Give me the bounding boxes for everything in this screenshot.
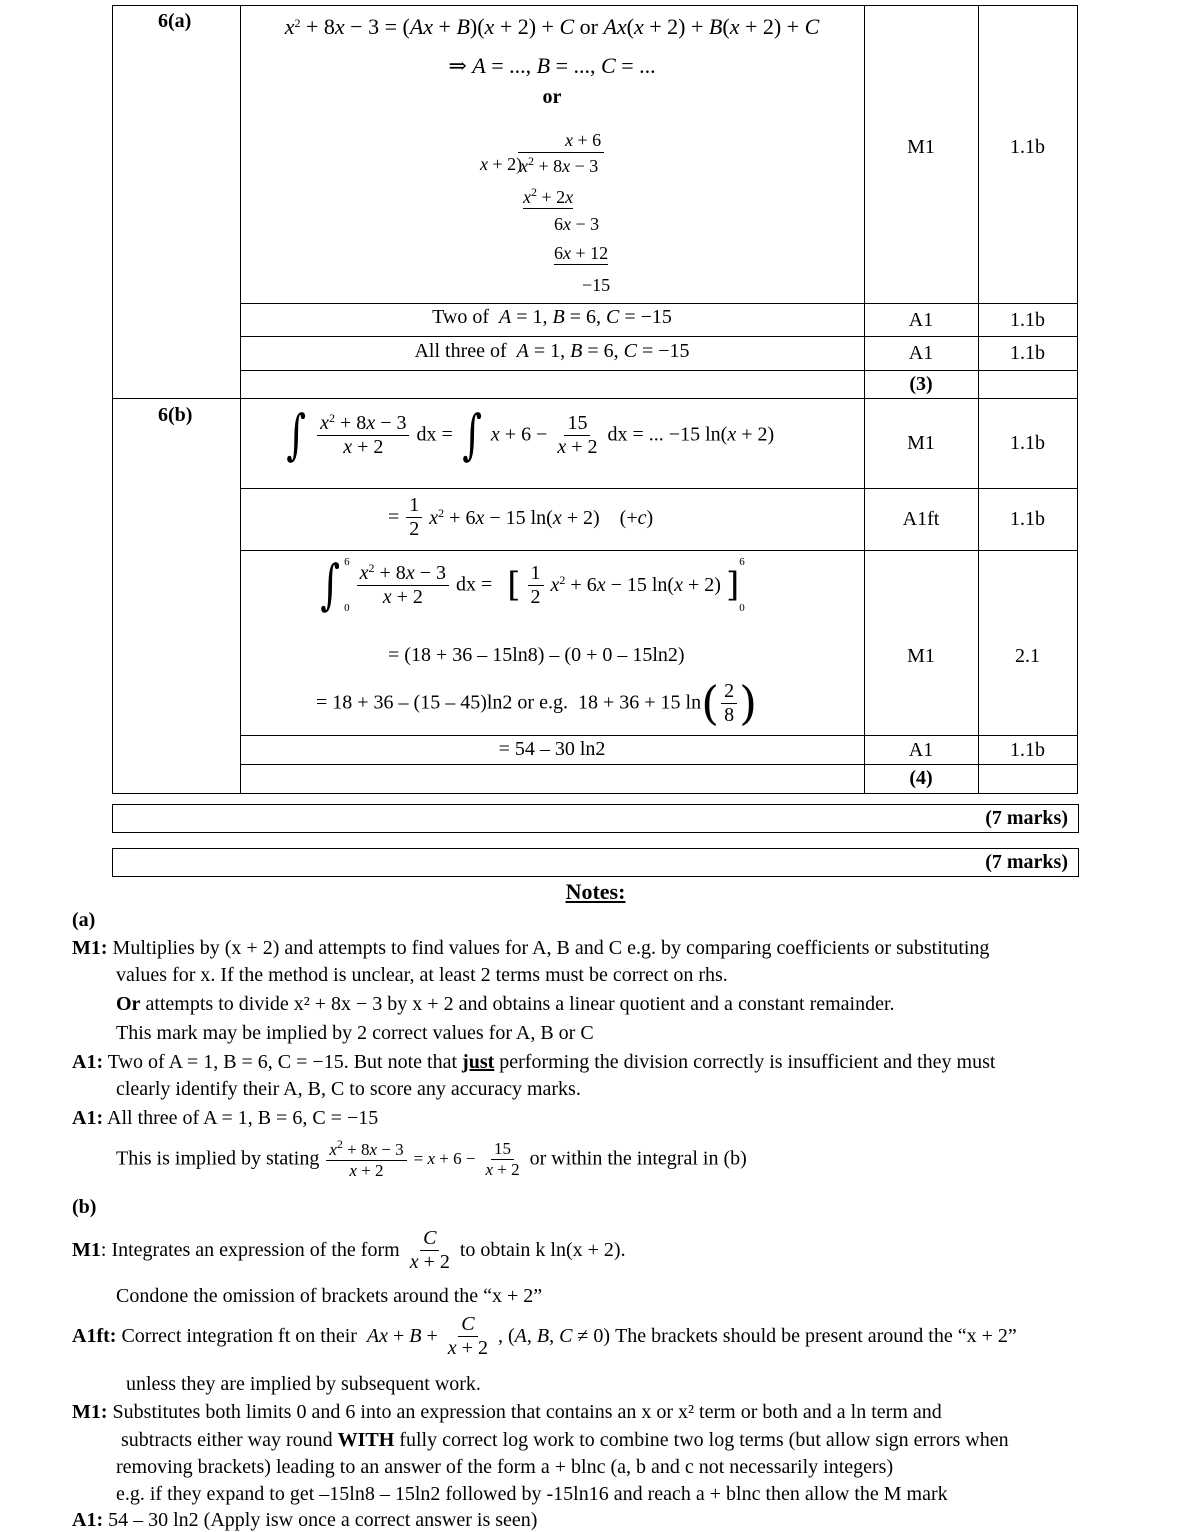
b-row3-sub: = (18 + 36 – 15ln8) – (0 + 0 – 15ln2) [388,644,685,666]
mark-cell: A1 [908,309,934,331]
ao-cell: 1.1b [1010,739,1045,761]
ao-cell: 1.1b [1010,342,1045,364]
a-implies: ⇒ A = ..., B = ..., C = ... [448,53,656,78]
b-row3-simplify: = 18 + 36 – (15 – 45)ln2 or e.g. 18 + 36 + 15 ln( $\frac{2}{8}$ ) [316,676,758,730]
b-row1: ∫ $\frac{x^2 + 8x - 3}{x + 2}$ dx = ∫ x + 6 − $\frac{15}{x + 2}$ dx = ... −15 ln(x + 2) [286,403,775,466]
div-step2: 6x − 3 [554,214,600,234]
a-identity: $x^2 + 8x - 3 = (Ax + B)(x + 2) + C$ or Ax(x + 2) + B(x + 2) + C [284,14,820,39]
mark-cell: A1 [908,342,934,364]
note-a-a1b-line2: This is implied by stating $\frac{x^2 + 8x - 3}{x + 2}$ = x + 6 − $\frac{15}{x + 2}$ or within the integral in (b) [116,1137,747,1180]
div-divisor: x + 2) [480,154,523,174]
b-row4-answer: = 54 – 30 ln2 [498,738,606,760]
b-row3-definite: ∫ 6 0 $\frac{x^2 + 8x - 3}{x + 2}$ dx = [ $\frac{1}{2}$ $x^2 + 6x - 15$ ln(x + 2) ] 6 0 [320,553,745,616]
note-a-a1-line2: clearly identify their A, B, C to score any accuracy marks. [116,1078,581,1100]
a-or: or [542,86,562,108]
note-b-a1-line1: A1: 54 – 30 ln2 (Apply isw once a correct answer is seen) [72,1509,538,1531]
mark-cell: M1 [907,136,935,158]
div-step3: 6x + 12 [554,243,609,263]
ao-cell: 1.1b [1010,136,1045,158]
mark-cell: A1ft [902,508,940,530]
notes-heading: Notes: [565,879,626,904]
note-a-a1-line1: A1: Two of A = 1, B = 6, C = −15. But note that just performing the division correctly is insufficient and they must [72,1051,996,1073]
div-remainder: −15 [582,275,611,295]
note-a-m1-line1: M1: Multiplies by (x + 2) and attempts to find values for A, B and C e.g. by comparing coefficients or substituting [72,937,990,959]
div-quotient: x + 6 [565,130,602,150]
note-b-m1-line2: Condone the omission of brackets around the “x + 2” [116,1285,543,1307]
total-marks: (7 marks) [985,851,1068,873]
note-b-a1ft-line1: A1ft: Correct integration ft on their Ax + B + $\frac{C}{x + 2}$ , (A, B, C ≠ 0) The brackets should be present around the “x + 2” [72,1313,1017,1359]
mark-cell: A1 [908,739,934,761]
subtotal-cell: (3) [909,373,933,395]
note-b-m1b-line3: removing brackets) leading to an answer of the form a + blnc (a, b and c not necessarily integers) [116,1456,894,1478]
total-box [112,848,1079,877]
notes-part-a: (a) [72,909,96,931]
ao-cell: 2.1 [1015,645,1040,667]
note-b-m1b-line1: M1: Substitutes both limits 0 and 6 into an expression that contains an x or x² term or both and a ln term and [72,1401,942,1423]
total-box [112,804,1079,833]
part-a-label: 6(a) [158,10,192,32]
ao-cell: 1.1b [1010,432,1045,454]
note-b-m1b-line4: e.g. if they expand to get –15ln8 – 15ln2 followed by -15ln16 and reach a + blnc then allow the M mark [116,1483,948,1505]
div-step1: $x^2 + 2x$ [523,185,574,207]
note-b-m1b-line2: subtracts either way round WITH fully correct log work to combine two log terms (but allow sign errors when [121,1429,1009,1451]
mark-cell: M1 [907,645,935,667]
note-b-m1-line1: M1: Integrates an expression of the form $\frac{C}{x + 2}$ to obtain k ln(x + 2). [72,1227,626,1273]
notes-part-b: (b) [72,1196,97,1218]
note-a-a1b-line1: A1: All three of A = 1, B = 6, C = −15 [72,1107,379,1129]
subtotal-cell: (4) [909,767,933,789]
note-a-m1-line2: values for x. If the method is unclear, at least 2 terms must be correct on rhs. [116,964,728,986]
note-a-m1-line3: Or attempts to divide x² + 8x − 3 by x + 2 and obtains a linear quotient and a constant remainder. [116,993,895,1015]
a-row-all-three: All three of A = 1, B = 6, C = −15 [414,340,690,362]
a-row-two-of: Two of A = 1, B = 6, C = −15 [432,306,672,328]
part-b-label: 6(b) [158,404,193,426]
total-marks: (7 marks) [985,807,1068,829]
ao-cell: 1.1b [1010,508,1045,530]
ao-cell: 1.1b [1010,309,1045,331]
note-b-a1ft-line2: unless they are implied by subsequent work. [126,1373,481,1395]
mark-cell: M1 [907,432,935,454]
b-row2: = $\frac{1}{2}$ $x^2 + 6x - 15$ ln(x + 2) (+c) [388,494,654,540]
div-dividend: $x^2 + 8x - 3$ [520,154,599,176]
note-a-m1-line4: This mark may be implied by 2 correct values for A, B or C [116,1022,594,1044]
